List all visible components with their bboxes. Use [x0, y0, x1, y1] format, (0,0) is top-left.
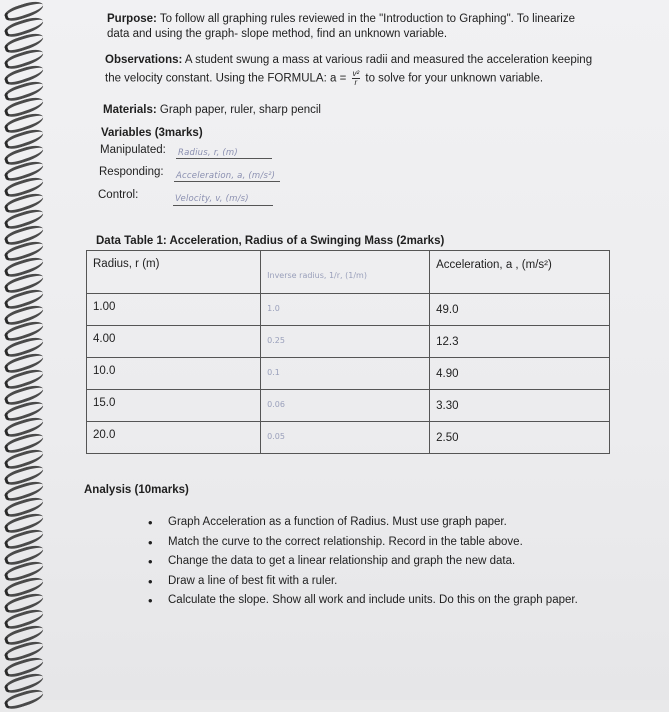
observations-text-2b: to solve for your unknown variable.	[365, 72, 544, 85]
responding-handwritten: Acceleration, a, (m/s²)	[176, 171, 276, 181]
table-row	[87, 294, 610, 326]
purpose-line-1	[107, 12, 575, 26]
cell-inverse	[261, 358, 430, 390]
purpose-text-1: To follow all graphing rules reviewed in the "Introduction to Graphing". To linearize	[159, 13, 576, 25]
table-row	[87, 390, 610, 422]
manipulated-label: Manipulated:	[100, 144, 166, 156]
table-row	[87, 422, 610, 454]
spiral-binding	[0, 0, 52, 700]
observations-line-1	[105, 53, 592, 67]
responding-underline	[174, 181, 280, 182]
analysis-item: • Calculate the slope. Show all work and include units. Do this on the graph paper.	[146, 591, 588, 611]
formula-fraction	[352, 70, 361, 87]
analysis-item: • Match the curve to the correct relationship. Record in the table above.	[146, 533, 586, 553]
radius-value: 20.0	[93, 429, 116, 441]
cell-acceleration	[430, 422, 610, 454]
observations-label: Observations:	[105, 54, 183, 66]
control-label: Control:	[98, 189, 139, 201]
observations-line-2	[105, 70, 543, 87]
control-handwritten: Velocity, v, (m/s)	[175, 194, 249, 204]
table-row	[87, 326, 610, 358]
formula-numerator: v²	[352, 69, 360, 78]
cell-acceleration	[430, 390, 610, 422]
purpose-label: Purpose:	[107, 13, 157, 25]
cell-inverse	[261, 422, 430, 454]
inverse-value: 0.05	[267, 432, 285, 441]
materials-text: Graph paper, ruler, sharp pencil	[159, 104, 321, 116]
cell-radius	[87, 390, 261, 422]
cell-radius	[87, 358, 261, 390]
table-header-row	[87, 251, 610, 294]
table-title: Data Table 1: Acceleration, Radius of a Swinging Mass (2marks)	[96, 235, 445, 247]
formula-denominator: r	[354, 78, 358, 87]
cell-radius	[87, 294, 261, 326]
header-acceleration	[430, 251, 610, 294]
acceleration-value: 4.90	[436, 368, 459, 380]
data-table	[86, 250, 610, 454]
radius-value: 10.0	[93, 365, 116, 377]
inverse-value: 0.1	[267, 368, 280, 377]
manipulated-underline	[176, 158, 272, 159]
cell-radius	[87, 326, 261, 358]
header-inverse	[261, 251, 430, 294]
cell-acceleration	[430, 326, 610, 358]
responding-label: Responding:	[99, 166, 164, 178]
header-acceleration-text: Acceleration, a , (m/s²)	[436, 259, 552, 271]
radius-value: 4.00	[93, 333, 116, 345]
inverse-value: 0.06	[267, 400, 285, 409]
cell-inverse	[261, 390, 430, 422]
cell-inverse	[261, 294, 430, 326]
analysis-item: • Change the data to get a linear relationship and graph the new data.	[146, 552, 586, 572]
observations-text-1: A student swung a mass at various radii and measured the acceleration keeping	[184, 54, 593, 66]
radius-value: 15.0	[93, 397, 116, 409]
manipulated-handwritten: Radius, r, (m)	[178, 148, 238, 158]
header-radius-text: Radius, r (m)	[93, 258, 160, 270]
analysis-item: • Draw a line of best fit with a ruler.	[146, 572, 586, 592]
header-radius	[87, 251, 261, 294]
purpose-text-2: data and using the graph- slope method, find an unknown variable.	[107, 28, 448, 40]
cell-inverse	[261, 326, 430, 358]
acceleration-value: 3.30	[436, 400, 459, 412]
acceleration-value: 49.0	[436, 304, 459, 316]
radius-value: 1.00	[93, 301, 116, 313]
header-inverse-text: Inverse radius, 1/r, (1/m)	[267, 271, 367, 280]
acceleration-value: 2.50	[436, 432, 459, 444]
materials-label: Materials:	[103, 104, 157, 116]
variables-heading: Variables (3marks)	[101, 127, 203, 139]
inverse-value: 1.0	[267, 304, 280, 313]
cell-acceleration	[430, 358, 610, 390]
analysis-heading: Analysis (10marks)	[84, 484, 189, 496]
observations-text-2a: the velocity constant. Using the FORMULA: a =	[105, 72, 347, 85]
analysis-item: • Graph Acceleration as a function of Radius. Must use graph paper.	[146, 513, 586, 533]
cell-radius	[87, 422, 261, 454]
table-row	[87, 358, 610, 390]
materials-line	[103, 103, 321, 117]
acceleration-value: 12.3	[436, 336, 459, 348]
analysis-list	[146, 513, 586, 611]
inverse-value: 0.25	[267, 336, 285, 345]
control-underline	[173, 205, 273, 206]
cell-acceleration	[430, 294, 610, 326]
